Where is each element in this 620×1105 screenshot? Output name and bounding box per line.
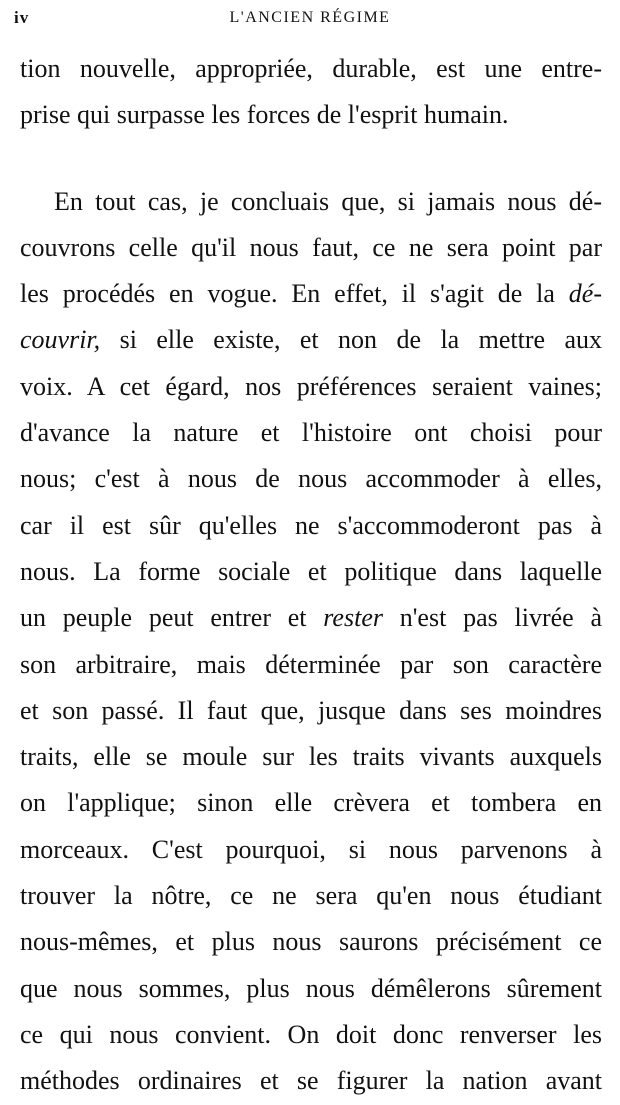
paragraph-1 — [20, 46, 602, 139]
text-line: et son passé. Il faut que, jusque dans ses moindres — [20, 695, 602, 725]
text-run: les procédés en vogue. En effet, il s'agit de la — [20, 279, 569, 309]
page-header — [14, 8, 606, 32]
text-line: son arbitraire, mais déterminée par son caractère — [20, 649, 602, 679]
text-line: que nous sommes, plus nous démêlerons sûrement — [20, 973, 602, 1003]
text-line — [20, 271, 602, 317]
text-line — [20, 317, 602, 363]
italic-word: couvrir, — [20, 325, 101, 355]
text-run: n'est pas livrée à — [382, 603, 602, 633]
text-line — [20, 595, 602, 641]
paragraph-gap — [20, 139, 602, 179]
text-line: couvrons celle qu'il nous faut, ce ne sera point par — [20, 232, 602, 262]
text-line: nous; c'est à nous de nous accommoder à elles, — [20, 464, 602, 494]
text-line: car il est sûr qu'elles ne s'accommoderont pas à — [20, 510, 602, 540]
text-line: nous. La forme sociale et politique dans laquelle — [20, 556, 602, 586]
text-line: ce qui nous convient. On doit donc renverser les — [20, 1019, 602, 1049]
text-line: prise qui surpasse les forces de l'esprit humain. — [20, 100, 509, 130]
text-line: voix. A cet égard, nos préférences seraient vaines; — [20, 371, 602, 401]
text-line: méthodes ordinaires et se figurer la nation avant — [20, 1066, 602, 1096]
text-line: nous-mêmes, et plus nous saurons précisément ce — [20, 927, 602, 957]
text-line: d'avance la nature et l'histoire ont choisi pour — [20, 418, 602, 448]
text-line: En tout cas, je concluais que, si jamais nous dé- — [54, 186, 602, 216]
text-run: si elle existe, et non de la mettre aux — [100, 325, 602, 355]
text-line: tion nouvelle, appropriée, durable, est une entre- — [20, 54, 602, 83]
text-run: un peuple peut entrer et — [20, 603, 324, 633]
text-line: morceaux. C'est pourquoi, si nous parvenons à — [20, 834, 602, 864]
body-text — [20, 46, 602, 1105]
text-line: on l'applique; sinon elle crèvera et tombera en — [20, 788, 602, 818]
italic-word: rester — [323, 603, 383, 633]
running-title: L'ANCIEN RÉGIME — [229, 9, 391, 26]
italic-word: dé- — [568, 279, 602, 309]
page-number: iv — [14, 8, 30, 27]
paragraph-2 — [20, 179, 602, 1105]
text-line: trouver la nôtre, ce ne sera qu'en nous étudiant — [20, 881, 602, 911]
text-line: traits, elle se moule sur les traits vivants auxquels — [20, 742, 602, 772]
